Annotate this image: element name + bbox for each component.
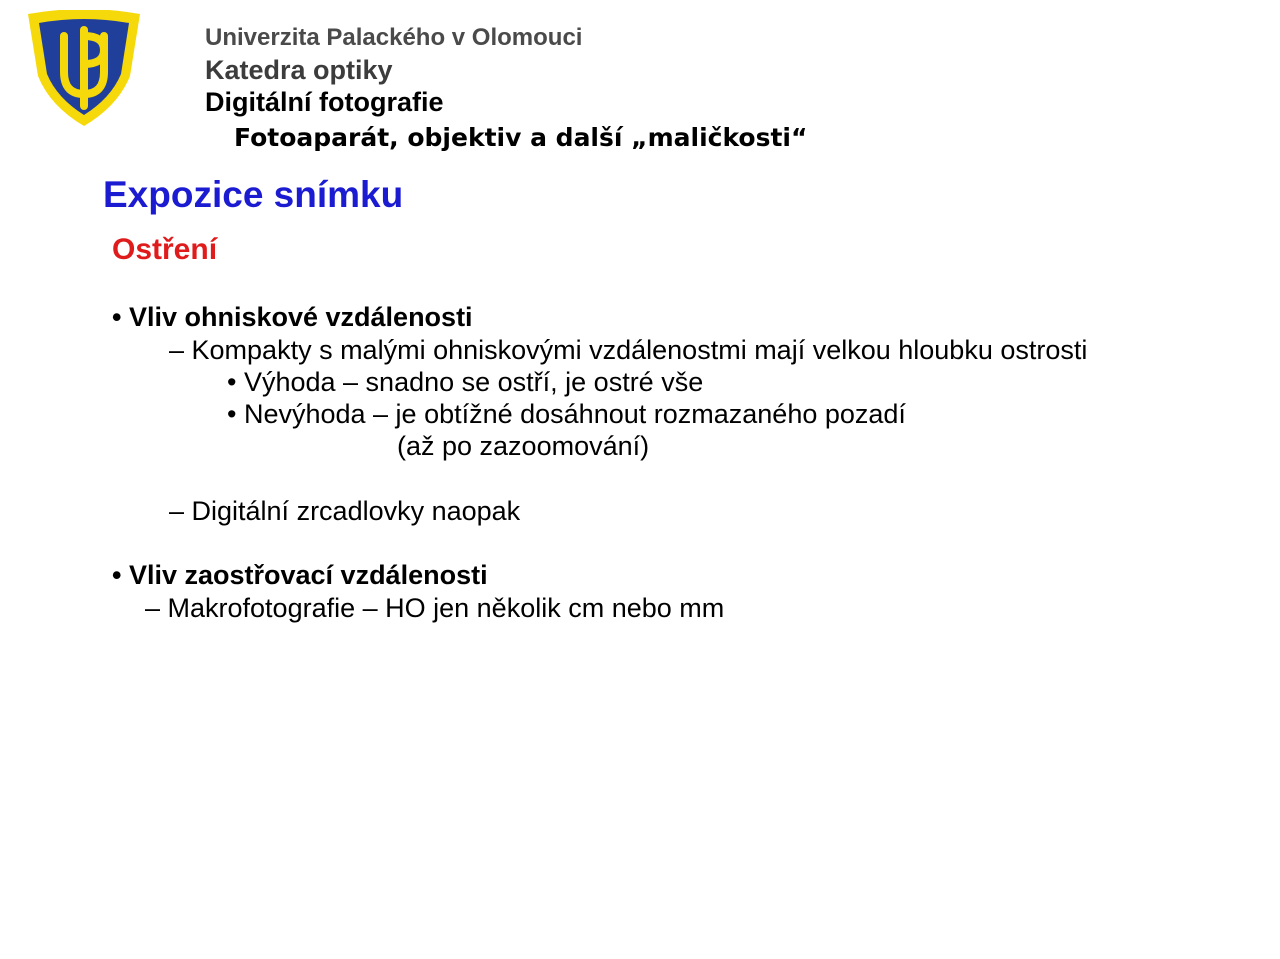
- sub-sub-item-disadvantage: • Nevýhoda – je obtížné dosáhnout rozmazaného pozadí: [227, 399, 906, 429]
- course-name: Digitální fotografie: [205, 87, 444, 117]
- section-title: Ostření: [112, 233, 218, 266]
- slide-title: Expozice snímku: [103, 174, 404, 215]
- bullet-focus-distance: • Vliv zaostřovací vzdálenosti: [112, 560, 488, 590]
- sub-item-dslr: – Digitální zrcadlovky naopak: [169, 496, 521, 526]
- department-name: Katedra optiky: [205, 55, 393, 85]
- sub-item-compacts: – Kompakty s malými ohniskovými vzdálenostmi mají velkou hloubku ostrosti: [169, 335, 1088, 365]
- university-logo: [26, 10, 142, 128]
- bullet-focal-length: • Vliv ohniskové vzdálenosti: [112, 302, 473, 332]
- sub-sub-item-advantage: • Výhoda – snadno se ostří, je ostré vše: [227, 367, 704, 397]
- sub-sub-item-note: (až po zazoomování): [397, 431, 650, 461]
- university-name: Univerzita Palackého v Olomouci: [205, 24, 583, 51]
- sub-item-macro: – Makrofotografie – HO jen několik cm nebo mm: [145, 593, 725, 623]
- lecture-title: Fotoaparát, objektiv a další „maličkosti“: [234, 123, 808, 152]
